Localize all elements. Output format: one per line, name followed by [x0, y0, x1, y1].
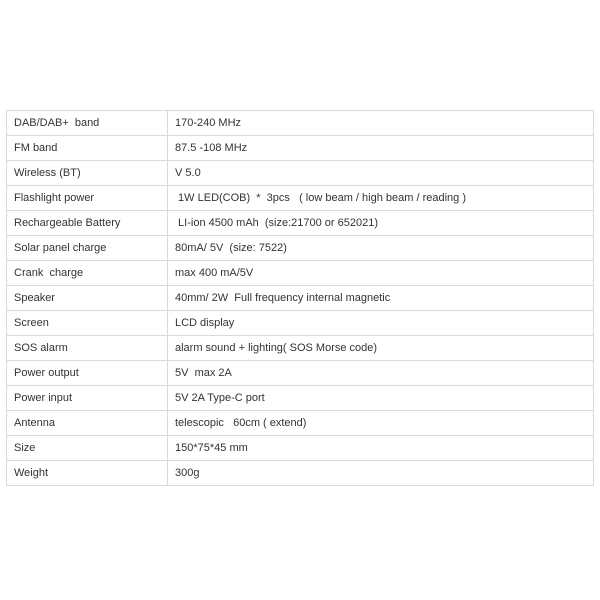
spec-value: 5V 2A Type-C port — [168, 386, 594, 411]
spec-label: Screen — [7, 311, 168, 336]
spec-label: FM band — [7, 136, 168, 161]
spec-label: Power input — [7, 386, 168, 411]
spec-label: Crank charge — [7, 261, 168, 286]
spec-value: LI-ion 4500 mAh (size:21700 or 652021) — [168, 211, 594, 236]
table-row — [7, 436, 594, 461]
spec-label: Size — [7, 436, 168, 461]
spec-value: 300g — [168, 461, 594, 486]
table-row — [7, 461, 594, 486]
table-row — [7, 136, 594, 161]
spec-value: 170-240 MHz — [168, 111, 594, 136]
spec-value: max 400 mA/5V — [168, 261, 594, 286]
table-row — [7, 361, 594, 386]
spec-label: Power output — [7, 361, 168, 386]
spec-value: V 5.0 — [168, 161, 594, 186]
spec-value: 87.5 -108 MHz — [168, 136, 594, 161]
spec-label: DAB/DAB+ band — [7, 111, 168, 136]
spec-label: Wireless (BT) — [7, 161, 168, 186]
table-row — [7, 111, 594, 136]
table-row — [7, 386, 594, 411]
table-row — [7, 336, 594, 361]
spec-value: 5V max 2A — [168, 361, 594, 386]
spec-value: 1W LED(COB) * 3pcs ( low beam / high beam / reading ) — [168, 186, 594, 211]
table-row — [7, 186, 594, 211]
spec-label: Weight — [7, 461, 168, 486]
spec-table — [6, 110, 594, 486]
spec-value: alarm sound + lighting( SOS Morse code) — [168, 336, 594, 361]
spec-label: SOS alarm — [7, 336, 168, 361]
table-row — [7, 411, 594, 436]
table-row — [7, 311, 594, 336]
spec-label: Antenna — [7, 411, 168, 436]
spec-label: Flashlight power — [7, 186, 168, 211]
spec-value: 40mm/ 2W Full frequency internal magnetic — [168, 286, 594, 311]
table-row — [7, 286, 594, 311]
table-row — [7, 211, 594, 236]
spec-value: LCD display — [168, 311, 594, 336]
spec-label: Solar panel charge — [7, 236, 168, 261]
spec-label: Rechargeable Battery — [7, 211, 168, 236]
table-row — [7, 236, 594, 261]
spec-value: 80mA/ 5V (size: 7522) — [168, 236, 594, 261]
spec-value: telescopic 60cm ( extend) — [168, 411, 594, 436]
spec-label: Speaker — [7, 286, 168, 311]
table-row — [7, 261, 594, 286]
spec-value: 150*75*45 mm — [168, 436, 594, 461]
table-row — [7, 161, 594, 186]
